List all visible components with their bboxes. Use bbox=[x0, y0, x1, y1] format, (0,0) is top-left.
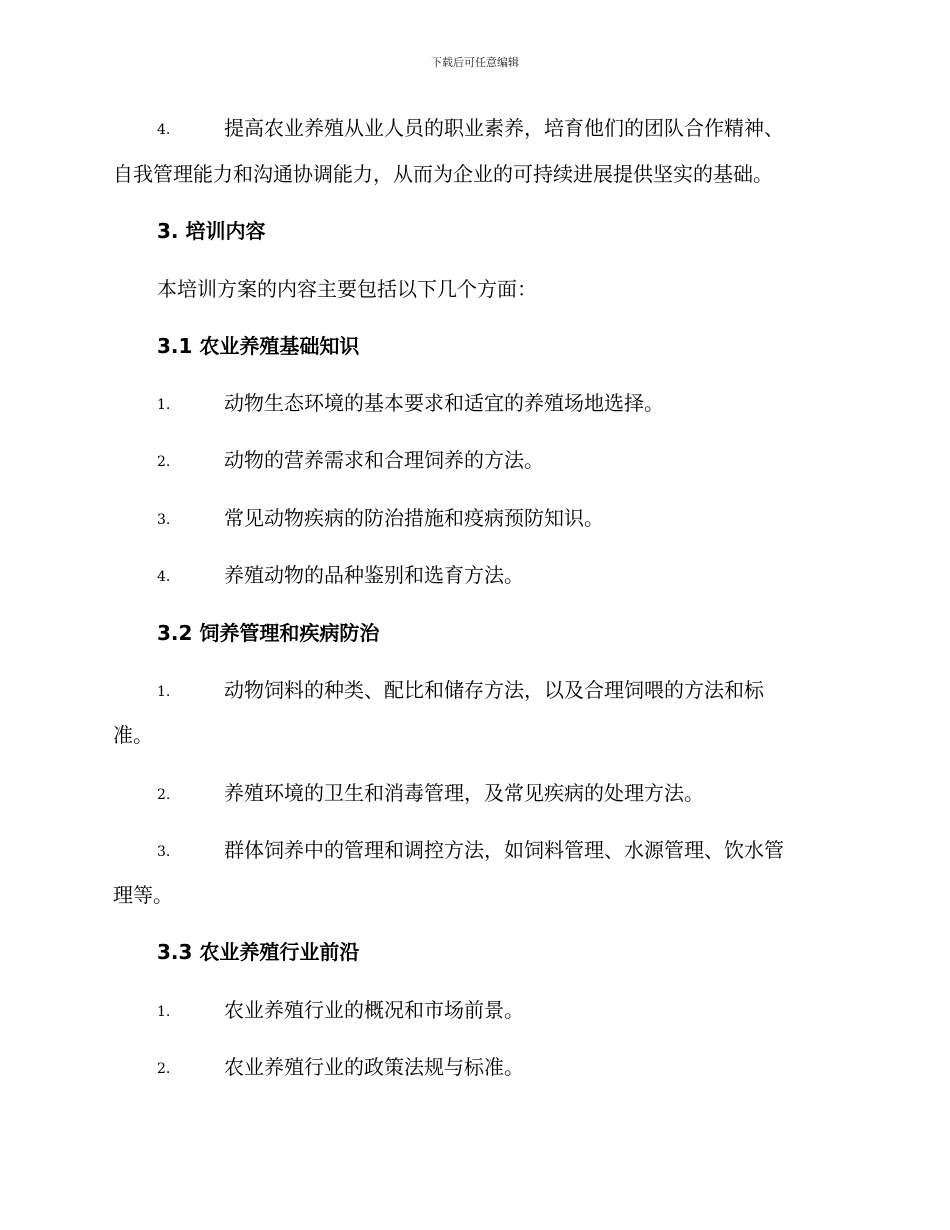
list-item-text: 农业养殖行业的概况和市场前景。 bbox=[224, 998, 524, 1022]
list-item-continuation: 准。 bbox=[113, 723, 153, 747]
list-number: 1. bbox=[157, 684, 171, 700]
list-number: 4. bbox=[157, 122, 171, 138]
list-item-continuation: 理等。 bbox=[113, 883, 173, 907]
list-number: 1. bbox=[157, 397, 171, 413]
paragraph-text: 提高农业养殖从业人员的职业素养，培育他们的团队合作精神、 bbox=[224, 116, 784, 140]
list-number: 4. bbox=[157, 569, 171, 585]
list-number: 2. bbox=[157, 454, 171, 470]
page-header: 下载后可任意编辑 bbox=[431, 56, 519, 69]
list-item-text: 动物生态环境的基本要求和适宜的养殖场地选择。 bbox=[224, 391, 664, 415]
list-item-text: 常见动物疾病的防治措施和疫病预防知识。 bbox=[224, 506, 604, 530]
paragraph-text: 自我管理能力和沟通协调能力，从而为企业的可持续进展提供坚实的基础。 bbox=[113, 162, 773, 186]
list-number: 2. bbox=[157, 1061, 171, 1077]
section-heading: 3.1 农业养殖基础知识 bbox=[157, 334, 360, 358]
list-item-text: 农业养殖行业的政策法规与标准。 bbox=[224, 1055, 524, 1079]
section-heading: 3.3 农业养殖行业前沿 bbox=[157, 940, 360, 964]
list-number: 3. bbox=[157, 512, 171, 528]
list-item-text: 养殖环境的卫生和消毒管理，及常见疾病的处理方法。 bbox=[224, 781, 704, 805]
list-number: 2. bbox=[157, 787, 171, 803]
list-item-text: 养殖动物的品种鉴别和选育方法。 bbox=[224, 563, 524, 587]
section-intro: 本培训方案的内容主要包括以下几个方面： bbox=[157, 277, 537, 301]
list-item-text: 动物的营养需求和合理饲养的方法。 bbox=[224, 448, 544, 472]
list-item-text: 动物饲料的种类、配比和储存方法，以及合理饲喂的方法和标 bbox=[224, 678, 764, 702]
list-number: 3. bbox=[157, 844, 171, 860]
list-item-text: 群体饲养中的管理和调控方法，如饲料管理、水源管理、饮水管 bbox=[224, 838, 784, 862]
section-heading: 3. 培训内容 bbox=[157, 219, 266, 243]
section-heading: 3.2 饲养管理和疾病防治 bbox=[157, 621, 380, 645]
list-number: 1. bbox=[157, 1004, 171, 1020]
